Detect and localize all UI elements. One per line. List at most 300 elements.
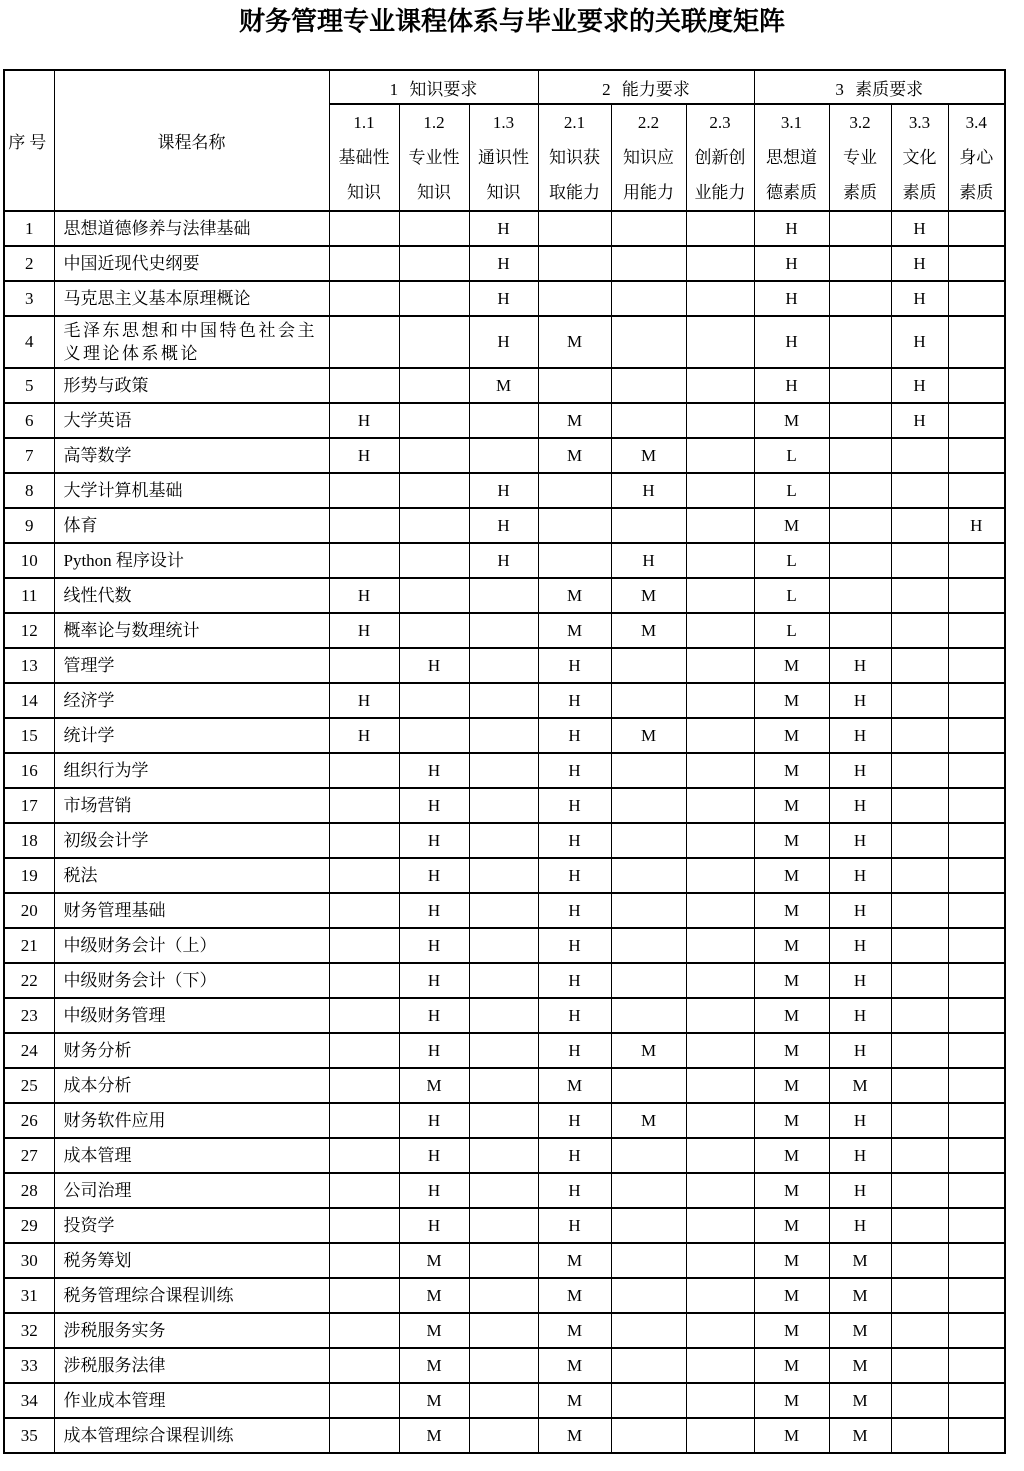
relevance-cell: M xyxy=(754,1243,829,1278)
relevance-cell: M xyxy=(754,753,829,788)
course-name-cell: 财务管理基础 xyxy=(54,893,329,928)
relevance-cell xyxy=(829,438,891,473)
relevance-cell: H xyxy=(399,858,469,893)
course-row xyxy=(4,893,1005,928)
relevance-cell: M xyxy=(829,1278,891,1313)
relevance-cell xyxy=(686,281,754,316)
relevance-cell xyxy=(611,963,686,998)
relevance-cell xyxy=(948,578,1005,613)
relevance-cell: H xyxy=(469,473,538,508)
column-code: 1.3 xyxy=(492,113,515,132)
course-row xyxy=(4,578,1005,613)
relevance-cell: L xyxy=(754,543,829,578)
relevance-cell xyxy=(891,473,948,508)
course-name-cell: 税法 xyxy=(54,858,329,893)
relevance-cell xyxy=(686,438,754,473)
relevance-cell xyxy=(891,928,948,963)
relevance-cell xyxy=(686,508,754,543)
column-label-line: 创新创 xyxy=(694,148,746,167)
course-row xyxy=(4,648,1005,683)
column-label-line: 素质 xyxy=(902,183,937,202)
row-index-cell: 17 xyxy=(4,788,54,823)
relevance-cell xyxy=(329,1348,399,1383)
relevance-cell: H xyxy=(829,963,891,998)
relevance-cell xyxy=(469,403,538,438)
relevance-cell: M xyxy=(538,1418,611,1453)
relevance-cell xyxy=(538,473,611,508)
relevance-cell xyxy=(611,753,686,788)
relevance-cell xyxy=(891,1208,948,1243)
relevance-cell xyxy=(329,1068,399,1103)
relevance-cell: M xyxy=(399,1278,469,1313)
relevance-cell: M xyxy=(754,1068,829,1103)
course-name-cell: 成本分析 xyxy=(54,1068,329,1103)
relevance-cell xyxy=(829,281,891,316)
relevance-cell: M xyxy=(754,1103,829,1138)
relevance-cell: H xyxy=(399,963,469,998)
course-row xyxy=(4,823,1005,858)
relevance-cell: H xyxy=(829,1208,891,1243)
relevance-cell: H xyxy=(829,858,891,893)
course-row xyxy=(4,508,1005,543)
relevance-cell xyxy=(329,1383,399,1418)
row-index-cell: 28 xyxy=(4,1173,54,1208)
relevance-cell: M xyxy=(611,438,686,473)
course-name-cell: 大学英语 xyxy=(54,403,329,438)
relevance-cell: H xyxy=(891,211,948,246)
relevance-cell xyxy=(469,1173,538,1208)
relevance-cell: M xyxy=(754,648,829,683)
row-index-cell: 19 xyxy=(4,858,54,893)
relevance-cell: M xyxy=(754,858,829,893)
relevance-cell: M xyxy=(754,718,829,753)
course-row xyxy=(4,473,1005,508)
course-name-cell: 财务分析 xyxy=(54,1033,329,1068)
relevance-cell: H xyxy=(399,1208,469,1243)
relevance-cell: M xyxy=(754,1138,829,1173)
relevance-cell: L xyxy=(754,613,829,648)
relevance-cell: H xyxy=(399,928,469,963)
row-index-cell: 21 xyxy=(4,928,54,963)
relevance-cell xyxy=(948,1383,1005,1418)
relevance-cell: H xyxy=(611,473,686,508)
relevance-cell xyxy=(399,246,469,281)
course-row xyxy=(4,858,1005,893)
course-row xyxy=(4,246,1005,281)
relevance-cell: M xyxy=(754,1348,829,1383)
relevance-cell xyxy=(329,1313,399,1348)
relevance-cell xyxy=(948,438,1005,473)
relevance-cell xyxy=(948,1173,1005,1208)
relevance-cell: M xyxy=(754,403,829,438)
relevance-cell xyxy=(686,1348,754,1383)
relevance-cell: H xyxy=(538,998,611,1033)
course-row xyxy=(4,438,1005,473)
relevance-cell xyxy=(891,893,948,928)
course-row xyxy=(4,1138,1005,1173)
relevance-cell: H xyxy=(948,508,1005,543)
column-label-line: 专业性 xyxy=(408,148,460,167)
relevance-cell xyxy=(891,1138,948,1173)
column-label-line: 知识 xyxy=(347,183,381,202)
relevance-cell: H xyxy=(829,648,891,683)
relevance-cell xyxy=(686,998,754,1033)
course-row xyxy=(4,928,1005,963)
relevance-cell xyxy=(329,316,399,368)
relevance-cell xyxy=(891,683,948,718)
relevance-cell: M xyxy=(469,368,538,403)
relevance-cell xyxy=(399,718,469,753)
column-label-line: 知识 xyxy=(417,183,451,202)
relevance-cell xyxy=(399,316,469,368)
relevance-cell xyxy=(611,998,686,1033)
relevance-cell: H xyxy=(754,368,829,403)
relevance-cell xyxy=(686,578,754,613)
relevance-cell xyxy=(686,1103,754,1138)
relevance-cell: H xyxy=(329,578,399,613)
row-index-cell: 11 xyxy=(4,578,54,613)
relevance-cell xyxy=(611,211,686,246)
row-index-cell: 24 xyxy=(4,1033,54,1068)
course-name-cell: 中级财务会计（上） xyxy=(54,928,329,963)
relevance-cell xyxy=(611,648,686,683)
relevance-cell xyxy=(686,963,754,998)
relevance-cell: M xyxy=(754,998,829,1033)
relevance-cell: M xyxy=(538,1068,611,1103)
relevance-cell xyxy=(399,281,469,316)
relevance-cell xyxy=(611,858,686,893)
relevance-cell xyxy=(891,543,948,578)
relevance-cell xyxy=(469,1313,538,1348)
course-row xyxy=(4,1033,1005,1068)
relevance-cell xyxy=(829,211,891,246)
relevance-cell: H xyxy=(829,1033,891,1068)
matrix-table-body xyxy=(4,211,1005,1453)
relevance-cell xyxy=(891,438,948,473)
relevance-cell xyxy=(329,963,399,998)
row-index-cell: 27 xyxy=(4,1138,54,1173)
relevance-cell: H xyxy=(469,316,538,368)
relevance-cell xyxy=(611,1348,686,1383)
course-row xyxy=(4,1278,1005,1313)
relevance-cell: H xyxy=(399,893,469,928)
relevance-cell xyxy=(686,1418,754,1453)
relevance-cell: M xyxy=(538,613,611,648)
column-header-3-2 xyxy=(829,104,891,211)
relevance-cell: H xyxy=(538,1103,611,1138)
relevance-cell xyxy=(611,1068,686,1103)
row-index-cell: 20 xyxy=(4,893,54,928)
column-code: 1.2 xyxy=(423,113,445,132)
row-index-cell: 31 xyxy=(4,1278,54,1313)
relevance-cell xyxy=(611,1138,686,1173)
relevance-cell: M xyxy=(538,403,611,438)
relevance-cell xyxy=(469,1383,538,1418)
course-name-cell: 中级财务管理 xyxy=(54,998,329,1033)
relevance-cell xyxy=(829,578,891,613)
column-code: 2.2 xyxy=(637,113,660,132)
relevance-cell: M xyxy=(611,578,686,613)
relevance-cell xyxy=(829,508,891,543)
relevance-cell xyxy=(329,1208,399,1243)
relevance-cell xyxy=(611,281,686,316)
relevance-cell xyxy=(948,1103,1005,1138)
course-name-cell: 统计学 xyxy=(54,718,329,753)
relevance-cell: M xyxy=(399,1243,469,1278)
relevance-cell xyxy=(538,211,611,246)
relevance-cell xyxy=(891,1418,948,1453)
relevance-cell xyxy=(538,281,611,316)
course-row xyxy=(4,718,1005,753)
relevance-cell: H xyxy=(538,1033,611,1068)
relevance-cell xyxy=(538,508,611,543)
relevance-cell: H xyxy=(829,928,891,963)
relevance-cell xyxy=(611,893,686,928)
course-name-cell: 作业成本管理 xyxy=(54,1383,329,1418)
column-label-line: 基础性 xyxy=(338,148,390,167)
relevance-cell xyxy=(686,1173,754,1208)
relevance-cell xyxy=(686,368,754,403)
relevance-cell xyxy=(686,928,754,963)
relevance-cell xyxy=(399,473,469,508)
row-index-cell: 6 xyxy=(4,403,54,438)
relevance-cell xyxy=(948,473,1005,508)
row-index-cell: 12 xyxy=(4,613,54,648)
relevance-cell xyxy=(611,508,686,543)
relevance-cell: H xyxy=(538,788,611,823)
course-name-cell: 初级会计学 xyxy=(54,823,329,858)
column-header-3-3 xyxy=(891,104,948,211)
row-index-cell: 30 xyxy=(4,1243,54,1278)
course-row xyxy=(4,963,1005,998)
relevance-cell xyxy=(538,543,611,578)
relevance-cell xyxy=(399,368,469,403)
relevance-cell xyxy=(891,1348,948,1383)
relevance-cell: M xyxy=(754,1278,829,1313)
relevance-cell: M xyxy=(611,613,686,648)
relevance-cell: L xyxy=(754,473,829,508)
relevance-cell xyxy=(891,1103,948,1138)
relevance-cell: H xyxy=(399,753,469,788)
relevance-cell: H xyxy=(399,788,469,823)
course-name-cell: 市场营销 xyxy=(54,788,329,823)
relevance-cell xyxy=(948,893,1005,928)
relevance-cell xyxy=(611,1208,686,1243)
column-label-line: 专业 xyxy=(843,148,878,167)
relevance-cell: L xyxy=(754,578,829,613)
course-name-cell: 成本管理 xyxy=(54,1138,329,1173)
course-row xyxy=(4,281,1005,316)
relevance-cell: H xyxy=(829,788,891,823)
relevance-cell xyxy=(329,1173,399,1208)
course-name-cell: Python 程序设计 xyxy=(54,543,329,578)
column-label-line: 素质 xyxy=(959,183,994,202)
course-name-cell: 税务筹划 xyxy=(54,1243,329,1278)
relevance-cell xyxy=(329,893,399,928)
relevance-cell xyxy=(891,788,948,823)
relevance-cell: H xyxy=(399,998,469,1033)
row-index-cell: 32 xyxy=(4,1313,54,1348)
relevance-cell xyxy=(399,543,469,578)
relevance-cell xyxy=(891,1173,948,1208)
relevance-cell xyxy=(399,403,469,438)
relevance-cell xyxy=(686,893,754,928)
row-index-cell: 23 xyxy=(4,998,54,1033)
course-name-cell: 中国近现代史纲要 xyxy=(54,246,329,281)
relevance-cell xyxy=(469,683,538,718)
column-label-line: 德素质 xyxy=(766,183,818,202)
column-code: 3.2 xyxy=(849,113,871,132)
relevance-cell: H xyxy=(469,246,538,281)
relevance-cell: H xyxy=(469,543,538,578)
column-code: 2.3 xyxy=(709,113,731,132)
relevance-cell: H xyxy=(538,718,611,753)
relevance-cell xyxy=(891,1313,948,1348)
relevance-cell xyxy=(948,753,1005,788)
relevance-cell xyxy=(948,1278,1005,1313)
course-name-cell: 概率论与数理统计 xyxy=(54,613,329,648)
relevance-cell xyxy=(329,858,399,893)
relevance-cell xyxy=(891,718,948,753)
relevance-cell xyxy=(611,823,686,858)
course-row xyxy=(4,998,1005,1033)
relevance-cell xyxy=(611,788,686,823)
course-name-cell: 组织行为学 xyxy=(54,753,329,788)
relevance-cell xyxy=(686,858,754,893)
course-name-cell: 涉税服务法律 xyxy=(54,1348,329,1383)
relevance-cell xyxy=(329,1243,399,1278)
relevance-cell xyxy=(469,753,538,788)
relevance-cell xyxy=(686,753,754,788)
relevance-cell: M xyxy=(399,1068,469,1103)
relevance-cell: M xyxy=(538,1383,611,1418)
column-label-line: 知识 xyxy=(486,183,521,202)
relevance-cell: M xyxy=(754,1383,829,1418)
course-row xyxy=(4,368,1005,403)
row-index-cell: 26 xyxy=(4,1103,54,1138)
row-index-cell: 5 xyxy=(4,368,54,403)
relevance-cell: M xyxy=(399,1418,469,1453)
row-index-cell: 34 xyxy=(4,1383,54,1418)
relevance-cell xyxy=(329,246,399,281)
course-row xyxy=(4,788,1005,823)
course-name-cell: 毛泽东思想和中国特色社会主义理论体系概论 xyxy=(54,316,329,368)
relevance-cell xyxy=(948,1138,1005,1173)
course-name-cell: 公司治理 xyxy=(54,1173,329,1208)
relevance-cell xyxy=(329,788,399,823)
relevance-cell xyxy=(829,543,891,578)
row-index-cell: 3 xyxy=(4,281,54,316)
relevance-cell: H xyxy=(829,683,891,718)
relevance-cell xyxy=(686,1278,754,1313)
relevance-cell: H xyxy=(754,246,829,281)
relevance-cell: M xyxy=(829,1383,891,1418)
course-name-cell: 涉税服务实务 xyxy=(54,1313,329,1348)
relevance-cell xyxy=(948,1348,1005,1383)
relevance-cell xyxy=(329,1033,399,1068)
relevance-cell: H xyxy=(754,281,829,316)
relevance-cell xyxy=(469,963,538,998)
column-header-3-1 xyxy=(754,104,829,211)
relevance-cell xyxy=(948,1243,1005,1278)
relevance-cell xyxy=(948,1418,1005,1453)
relevance-cell xyxy=(686,403,754,438)
relevance-cell: M xyxy=(829,1418,891,1453)
relevance-cell: H xyxy=(399,1138,469,1173)
course-name-cell: 线性代数 xyxy=(54,578,329,613)
column-code: 3.3 xyxy=(908,113,931,132)
relevance-cell: H xyxy=(891,246,948,281)
relevance-cell xyxy=(329,1103,399,1138)
relevance-cell: M xyxy=(754,1208,829,1243)
relevance-cell xyxy=(686,316,754,368)
course-name-cell: 思想道德修养与法律基础 xyxy=(54,211,329,246)
relevance-cell xyxy=(948,1068,1005,1103)
column-header-1-1 xyxy=(329,104,399,211)
group-header-row xyxy=(4,70,1005,104)
row-index-cell: 25 xyxy=(4,1068,54,1103)
relevance-cell xyxy=(891,1383,948,1418)
relevance-cell: M xyxy=(829,1348,891,1383)
column-header-2-1 xyxy=(538,104,611,211)
column-label-line: 用能力 xyxy=(623,183,675,202)
relevance-cell xyxy=(611,316,686,368)
relevance-cell xyxy=(948,368,1005,403)
course-row xyxy=(4,683,1005,718)
course-row xyxy=(4,1313,1005,1348)
relevance-cell xyxy=(469,788,538,823)
relevance-cell xyxy=(948,246,1005,281)
relevance-cell: H xyxy=(891,368,948,403)
relevance-cell: M xyxy=(538,578,611,613)
index-column-header: 序号 xyxy=(4,70,54,211)
column-label-line: 身心 xyxy=(959,148,994,167)
relevance-cell xyxy=(469,438,538,473)
course-name-cell: 中级财务会计（下） xyxy=(54,963,329,998)
relevance-cell: H xyxy=(829,1138,891,1173)
row-index-cell: 33 xyxy=(4,1348,54,1383)
relevance-cell: H xyxy=(399,1033,469,1068)
relevance-cell xyxy=(469,1208,538,1243)
relevance-cell: H xyxy=(329,613,399,648)
relevance-cell: H xyxy=(399,648,469,683)
row-index-cell: 4 xyxy=(4,316,54,368)
relevance-cell xyxy=(948,683,1005,718)
relevance-cell xyxy=(948,281,1005,316)
relevance-cell xyxy=(948,928,1005,963)
relevance-cell xyxy=(829,403,891,438)
relevance-cell xyxy=(686,648,754,683)
relevance-cell: H xyxy=(829,823,891,858)
relevance-cell xyxy=(948,788,1005,823)
relevance-cell xyxy=(399,211,469,246)
relevance-cell xyxy=(399,438,469,473)
column-header-3-4 xyxy=(948,104,1005,211)
relevance-cell xyxy=(469,1068,538,1103)
relevance-cell xyxy=(829,316,891,368)
relevance-cell xyxy=(469,858,538,893)
column-header-1-3 xyxy=(469,104,538,211)
relevance-cell: H xyxy=(329,438,399,473)
relevance-cell: H xyxy=(891,281,948,316)
relevance-cell xyxy=(329,368,399,403)
page-title: 财务管理专业课程体系与毕业要求的关联度矩阵 xyxy=(238,6,785,36)
relevance-cell xyxy=(329,648,399,683)
relevance-cell xyxy=(469,998,538,1033)
relevance-cell xyxy=(948,403,1005,438)
row-index-cell: 22 xyxy=(4,963,54,998)
relevance-cell: M xyxy=(829,1243,891,1278)
